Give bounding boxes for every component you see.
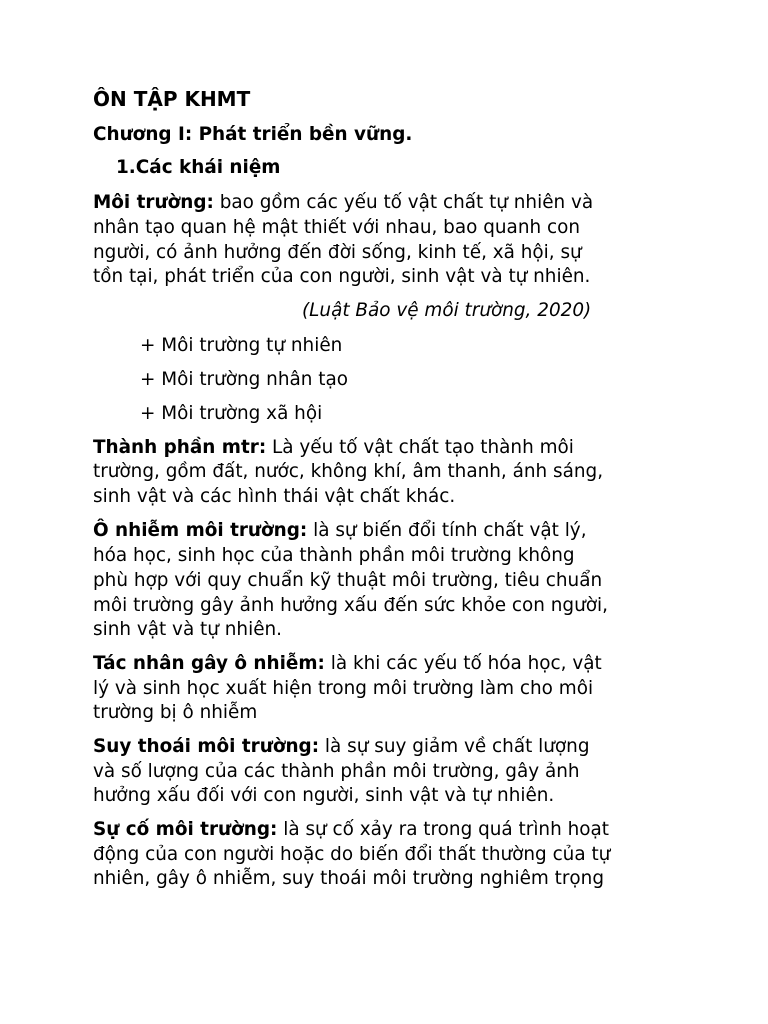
citation: (Luật Bảo vệ môi trường, 2020) — [302, 300, 592, 321]
list-item: + Môi trường xã hội — [140, 403, 323, 424]
definition-text: là sự cố xảy ra trong quá trình hoạt — [277, 819, 609, 840]
paragraph-suy-thoai-line-3: hưởng xấu đối với con người, sinh vật và tự nhiên. — [93, 785, 555, 806]
paragraph-o-nhiem-line-3: phù hợp với quy chuẩn kỹ thuật môi trường, tiêu chuẩn — [93, 570, 603, 591]
document-title: ÔN TẬP KHMT — [93, 87, 251, 111]
paragraph-su-co-line-3: nhiên, gây ô nhiễm, suy thoái môi trường nghiêm trọng — [93, 868, 605, 889]
chapter-heading: Chương I: Phát triển bền vững. — [93, 124, 413, 145]
term-thanh-phan: Thành phần mtr: — [93, 437, 267, 458]
definition-text: là khi các yếu tố hóa học, vật — [324, 653, 602, 674]
section-heading: 1.Các khái niệm — [116, 157, 281, 178]
definition-text: là sự biến đổi tính chất vật lý, — [307, 520, 587, 541]
paragraph-moi-truong-line-4: tồn tại, phát triển của con người, sinh vật và tự nhiên. — [93, 266, 591, 287]
paragraph-o-nhiem-line-5: sinh vật và tự nhiên. — [93, 619, 283, 640]
paragraph-tac-nhan-line-3: trường bị ô nhiễm — [93, 702, 258, 723]
paragraph-thanh-phan-line-3: sinh vật và các hình thái vật chất khác. — [93, 486, 456, 507]
paragraph-moi-truong-line-3: người, có ảnh hưởng đến đời sống, kinh tế, xã hội, sự — [93, 242, 582, 263]
paragraph-suy-thoai-line-2: và số lượng của các thành phần môi trường, gây ảnh — [93, 761, 580, 782]
paragraph-moi-truong-line-2: nhân tạo quan hệ mật thiết với nhau, bao quanh con — [93, 217, 581, 238]
paragraph-moi-truong-line-1 — [93, 191, 593, 215]
paragraph-thanh-phan-line-2: trường, gồm đất, nước, không khí, âm thanh, ánh sáng, — [93, 461, 604, 482]
paragraph-su-co-line-2: động của con người hoặc do biến đổi thất thường của tự — [93, 844, 611, 865]
definition-text: bao gồm các yếu tố vật chất tự nhiên và — [213, 192, 594, 213]
paragraph-thanh-phan-line-1 — [93, 436, 574, 460]
paragraph-tac-nhan-line-2: lý và sinh học xuất hiện trong môi trường làm cho môi — [93, 678, 594, 699]
list-item: + Môi trường nhân tạo — [140, 369, 348, 390]
paragraph-o-nhiem-line-2: hóa học, sinh học của thành phần môi trường không — [93, 545, 575, 566]
definition-text: Là yếu tố vật chất tạo thành môi — [266, 437, 574, 458]
paragraph-su-co-line-1 — [93, 818, 609, 842]
term-su-co: Sự cố môi trường: — [93, 819, 278, 840]
list-item: + Môi trường tự nhiên — [140, 335, 343, 356]
definition-text: là sự suy giảm về chất lượng — [319, 736, 590, 757]
paragraph-o-nhiem-line-4: môi trường gây ảnh hưởng xấu đến sức khỏe con người, — [93, 595, 608, 616]
term-o-nhiem: Ô nhiễm môi trường: — [93, 520, 308, 541]
paragraph-o-nhiem-line-1 — [93, 519, 587, 543]
paragraph-suy-thoai-line-1 — [93, 735, 590, 759]
term-moi-truong: Môi trường: — [93, 192, 214, 213]
term-tac-nhan: Tác nhân gây ô nhiễm: — [93, 653, 325, 674]
term-suy-thoai: Suy thoái môi trường: — [93, 736, 320, 757]
paragraph-tac-nhan-line-1 — [93, 652, 602, 676]
